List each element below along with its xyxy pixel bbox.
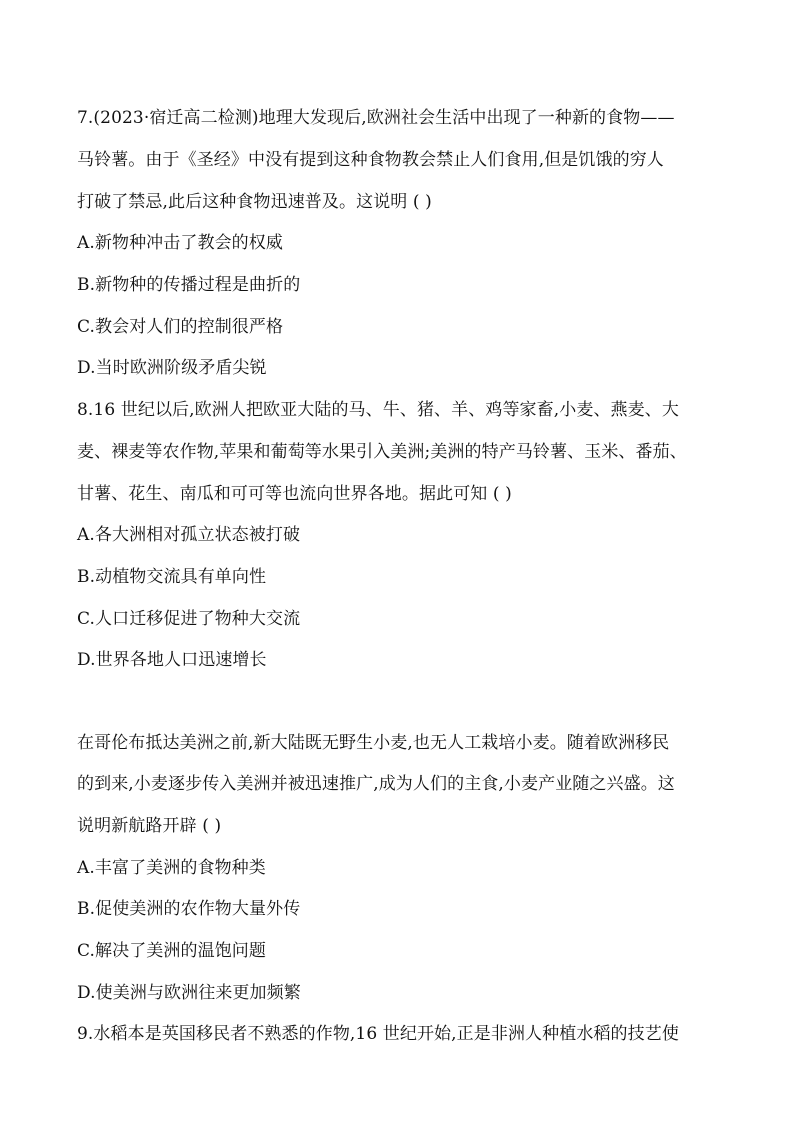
question-8-option-a: A.各大洲相对孤立状态被打破	[77, 525, 301, 545]
question-extra-option-c: C.解决了美洲的温饱问题	[77, 941, 267, 961]
question-extra-line-3: 说明新航路开辟 ( )	[77, 816, 222, 836]
question-8-option-b: B.动植物交流具有单向性	[77, 567, 267, 587]
question-extra-option-d: D.使美洲与欧洲往来更加频繁	[77, 983, 301, 1003]
question-extra-line-2: 的到来,小麦逐步传入美洲并被迅速推广,成为人们的主食,小麦产业随之兴盛。这	[77, 774, 675, 794]
question-8-line-2: 麦、裸麦等农作物,苹果和葡萄等水果引入美洲;美洲的特产马铃薯、玉米、番茄、	[77, 442, 687, 462]
question-8-line-3: 甘薯、花生、南瓜和可可等也流向世界各地。据此可知 ( )	[77, 484, 512, 504]
question-7-option-a: A.新物种冲击了教会的权威	[77, 233, 283, 253]
question-7-line-1: 7.(2023·宿迁高二检测)地理大发现后,欧洲社会生活中出现了一种新的食物——	[77, 108, 675, 128]
question-8-line-1: 8.16 世纪以后,欧洲人把欧亚大陆的马、牛、猪、羊、鸡等家畜,小麦、燕麦、大	[77, 400, 679, 420]
question-7-option-c: C.教会对人们的控制很严格	[77, 317, 284, 337]
question-8-option-c: C.人口迁移促进了物种大交流	[77, 609, 301, 629]
question-7-line-2: 马铃薯。由于《圣经》中没有提到这种食物教会禁止人们食用,但是饥饿的穷人	[77, 150, 664, 170]
question-8-option-d: D.世界各地人口迅速增长	[77, 650, 267, 670]
question-7-line-3: 打破了禁忌,此后这种食物迅速普及。这说明 ( )	[77, 192, 432, 212]
question-extra-option-b: B.促使美洲的农作物大量外传	[77, 899, 301, 919]
question-9-line-1: 9.水稻本是英国移民者不熟悉的作物,16 世纪开始,正是非洲人种植水稻的技艺使	[77, 1024, 679, 1044]
question-7-option-d: D.当时欧洲阶级矛盾尖锐	[77, 358, 267, 378]
question-extra-line-1: 在哥伦布抵达美洲之前,新大陆既无野生小麦,也无人工栽培小麦。随着欧洲移民	[77, 733, 670, 753]
question-extra-option-a: A.丰富了美洲的食物种类	[77, 858, 266, 878]
question-7-option-b: B.新物种的传播过程是曲折的	[77, 275, 301, 295]
